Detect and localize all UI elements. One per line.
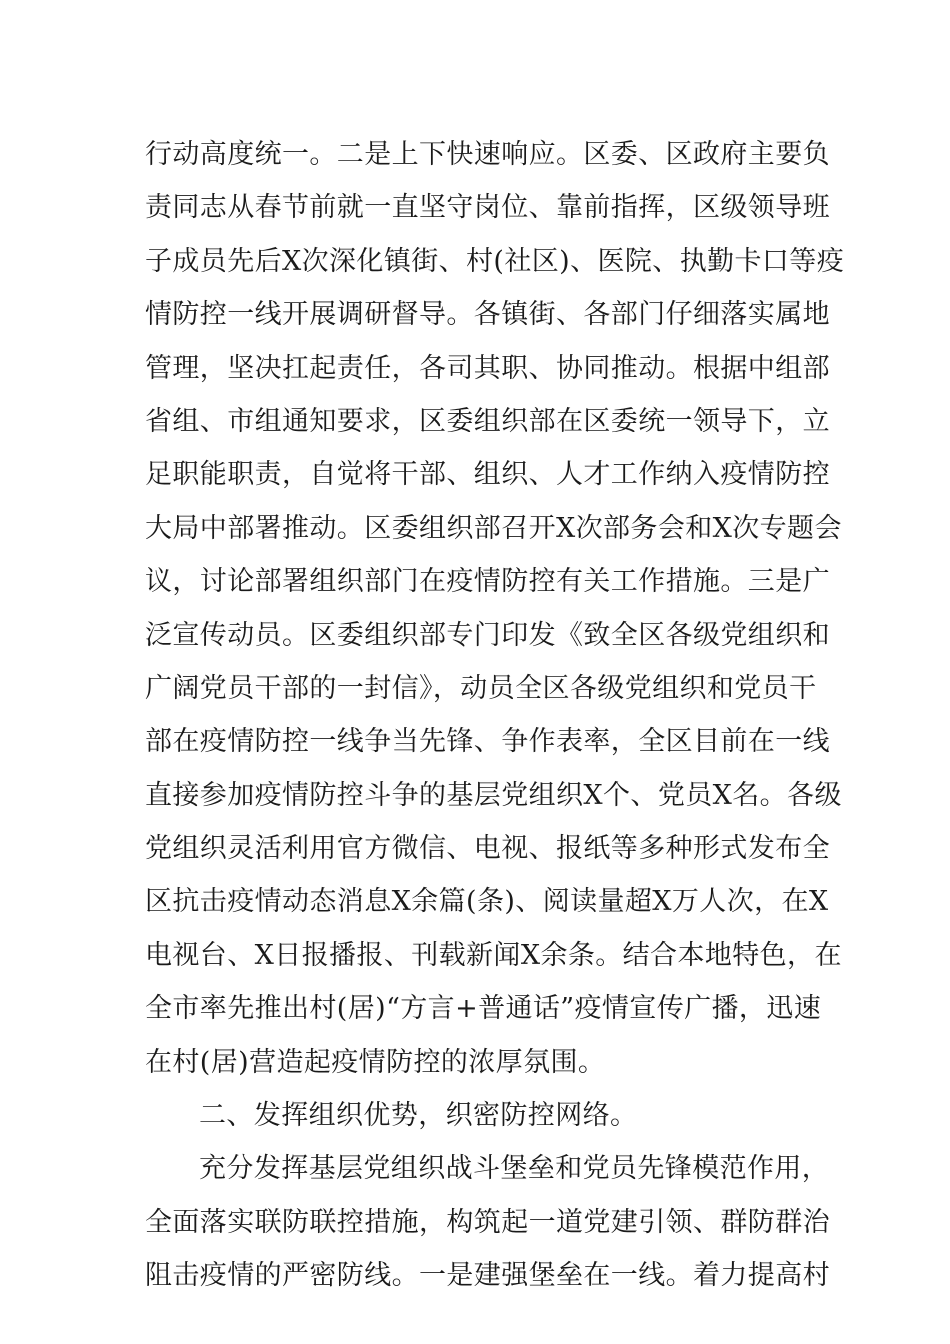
- section-heading: 二、发挥组织优势，织密防控网络。: [199, 1100, 638, 1132]
- document-body: [145, 128, 845, 1303]
- body-text-line: 大局中部署推动。区委组织部召开X次部务会和X次专题会: [145, 512, 842, 544]
- body-text-line: 管理，坚决扛起责任，各司其职、协同推动。根据中组部: [145, 352, 830, 384]
- body-text-line: 泛宣传动员。区委组织部专门印发《致全区各级党组织和: [145, 619, 830, 651]
- body-text-line-first: 充分发挥基层党组织战斗堡垒和党员先锋模范作用，: [199, 1153, 830, 1185]
- body-text-line: 部在疫情防控一线争当先锋、争作表率，全区目前在一线: [145, 726, 830, 758]
- body-text-line: 情防控一线开展调研督导。各镇街、各部门仔细落实属地: [145, 299, 830, 331]
- body-text-line: 电视台、X日报播报、刊载新闻X余条。结合本地特色，在: [145, 939, 842, 971]
- body-text-line: 直接参加疫情防控斗争的基层党组织X个、党员X名。各级: [145, 779, 842, 811]
- body-text-line: 阻击疫情的严密防线。一是建强堡垒在一线。着力提高村: [145, 1260, 830, 1292]
- body-text-line: 省组、市组通知要求，区委组织部在区委统一领导下，立: [145, 405, 830, 437]
- body-text-line: 责同志从春节前就一直坚守岗位、靠前指挥，区级领导班: [145, 192, 830, 224]
- body-text-line: 足职能职责，自觉将干部、组织、人才工作纳入疫情防控: [145, 459, 830, 491]
- body-text-line: 广阔党员干部的一封信》，动员全区各级党组织和党员干: [145, 672, 817, 704]
- body-text-line: 议，讨论部署组织部门在疫情防控有关工作措施。三是广: [145, 566, 830, 598]
- body-text-line: 子成员先后X次深化镇街、村(社区)、医院、执勤卡口等疫: [145, 245, 845, 277]
- body-text-line: 全市率先推出村(居)“方言+普通话”疫情宣传广播，迅速: [145, 993, 822, 1025]
- body-text-line: 行动高度统一。二是上下快速响应。区委、区政府主要负: [145, 139, 830, 170]
- body-text-line-last: 在村(居)营造起疫情防控的浓厚氛围。: [145, 1046, 606, 1078]
- body-text-line: 党组织灵活利用官方微信、电视、报纸等多种形式发布全: [145, 833, 830, 865]
- body-text-line: 全面落实联防联控措施，构筑起一道党建引领、群防群治: [145, 1206, 830, 1238]
- body-text-line: 区抗击疫情动态消息X余篇(条)、阅读量超X万人次，在X: [145, 886, 829, 918]
